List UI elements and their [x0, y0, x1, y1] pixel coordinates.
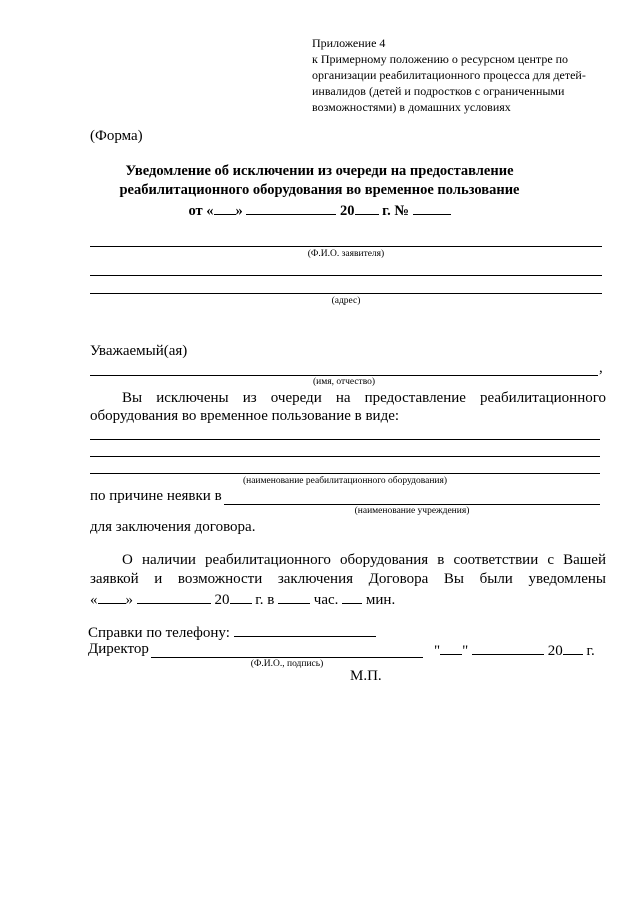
phone-line	[88, 623, 376, 642]
address-caption: (адрес)	[331, 296, 361, 306]
title-year: 20	[340, 203, 355, 219]
director-year-blank[interactable]	[563, 641, 583, 655]
applicant-name-line[interactable]	[90, 246, 602, 247]
close-quote: »	[125, 592, 133, 608]
applicant-caption: (Ф.И.О. заявителя)	[307, 249, 385, 259]
title-date-line	[0, 201, 639, 220]
phone-label: Справки по телефону:	[88, 625, 230, 641]
availability-line-2: заявкой и возможности заключения Договора Вы были уведомлены	[90, 571, 606, 587]
equipment-caption: (наименование реабилитационного оборудования)	[242, 476, 448, 486]
excluded-line-2: оборудования во временное пользование в виде:	[90, 408, 400, 424]
form-label: (Форма)	[90, 128, 143, 144]
notify-month-blank[interactable]	[137, 590, 211, 604]
appendix-line: инвалидов (детей и подростков с ограниченными	[312, 84, 565, 98]
director-label: Директор	[88, 641, 149, 657]
director-signature-line[interactable]	[151, 657, 423, 658]
day-blank[interactable]	[214, 201, 236, 215]
number-blank[interactable]	[413, 201, 451, 215]
open-quote: «	[90, 592, 98, 608]
month-blank[interactable]	[246, 201, 336, 215]
address-line-1[interactable]	[90, 275, 602, 276]
title-number-label: г. №	[382, 203, 409, 219]
director-year-label: 20	[547, 643, 563, 659]
notify-year-label: 20	[214, 592, 230, 608]
title-line-1: Уведомление об исключении из очереди на предоставление	[125, 163, 514, 179]
equipment-line-1[interactable]	[90, 439, 600, 440]
equipment-line-3[interactable]	[90, 473, 600, 474]
year-blank[interactable]	[355, 201, 379, 215]
director-day-blank[interactable]	[440, 641, 462, 655]
director-year-suffix: г.	[586, 643, 595, 659]
phone-blank[interactable]	[234, 623, 376, 637]
excluded-line-1: Вы исключены из очереди на предоставление реабилитационного	[122, 390, 606, 406]
reason-suffix: для заключения договора.	[90, 519, 256, 535]
appendix-line: возможностями) в домашних условиях	[312, 100, 511, 114]
appendix-header	[312, 35, 612, 115]
greeting-comma: ,	[599, 360, 603, 376]
notify-day-blank[interactable]	[98, 590, 126, 604]
director-month-blank[interactable]	[472, 641, 544, 655]
appendix-line: к Примерному положению о ресурсном центре по	[312, 52, 569, 66]
availability-line-1: О наличии реабилитационного оборудования в соответствии с Вашей	[122, 552, 606, 568]
notify-minutes-blank[interactable]	[342, 590, 362, 604]
institution-line[interactable]	[224, 504, 600, 505]
director-quote-open: "	[434, 643, 441, 659]
stamp-label: М.П.	[350, 668, 382, 684]
appendix-line: организации реабилитационного процесса для детей-	[312, 68, 586, 82]
title-date-quote: »	[235, 203, 243, 219]
address-line-2[interactable]	[90, 293, 602, 294]
reason-prefix: по причине неявки в	[90, 488, 222, 504]
notification-date-line	[90, 590, 395, 609]
title-line-2: реабилитационного оборудования во временное пользование	[119, 182, 520, 198]
institution-caption: (наименование учреждения)	[354, 506, 470, 516]
title-date-prefix: от «	[188, 203, 214, 219]
name-caption: (имя, отчество)	[312, 377, 376, 387]
minutes-label: мин.	[365, 592, 396, 608]
notify-hours-blank[interactable]	[278, 590, 310, 604]
director-quote-close: "	[462, 643, 469, 659]
notify-year-suffix: г. в	[255, 592, 275, 608]
signature-caption: (Ф.И.О., подпись)	[250, 659, 324, 669]
appendix-line: Приложение 4	[312, 36, 386, 50]
greeting: Уважаемый(ая)	[90, 343, 188, 359]
hours-label: час.	[313, 592, 339, 608]
director-date	[434, 641, 595, 660]
notify-year-blank[interactable]	[230, 590, 252, 604]
equipment-line-2[interactable]	[90, 456, 600, 457]
recipient-name-line[interactable]	[90, 375, 598, 376]
